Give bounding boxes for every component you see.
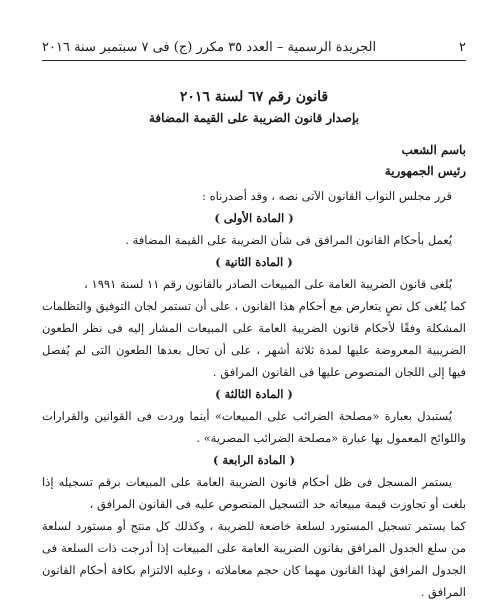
article-2-paragraph-2: كما يُلغى كل نصٍ يتعارض مع أحكام هذا القانون ، على أن تستمر لجان التوفيق والتظلمات المشكلة وفقًا لأحكام قانون الضريبة العامة على المبيعات المشار إليه فى نظر الطعون الضريبية المعروضة عليها لمدة ثلاثة أشهر ، على أن تحال بعدها الطعون التى لم يُفصل فيها إلى اللجان المنصوص عليها فى القانون المرافق . [42, 299, 466, 379]
article-4-heading: ( المادة الرابعة ) [212, 453, 296, 467]
in-name-of-people: باسم الشعب [401, 143, 466, 157]
article-2-heading: ( المادة الثانية ) [215, 255, 293, 269]
enactment-text: قرر مجلس النواب القانون الآتى نصه ، وقد أصدرناه : [202, 189, 452, 203]
preamble-heading [42, 143, 466, 178]
law-title: قانون رقم ٦٧ لسنة ٢٠١٦ [179, 89, 329, 105]
article-2-paragraph-1: يُلغى قانون الضريبة العامة على المبيعات الصادر بالقانون رقم ١١ لسنة ١٩٩١ ، [84, 277, 452, 291]
article-1-paragraph: يُعمل بأحكام القانون المرافق فى شأن الضريبة على القيمة المضافة . [125, 233, 452, 247]
article-4-paragraph-2: كما يستمر تسجيل المستورد لسلعة خاضعة للضريبة ، وكذلك كل منتج أو مستورد لسلعة من سلع الجدول المرافق بقانون الضريبة العامة على المبيعات إذا أدرجت ذات السلعة فى الجدول المرافق لهذا القانون مهما كان حجم معاملاته ، وعليه الالتزام بكافة أحكام القانون المرافق . [42, 519, 466, 599]
running-title: الجريدة الرسمية – العدد ٣٥ مكرر (ج) فى ٧ سبتمبر سنة ٢٠١٦ [42, 40, 377, 55]
article-1-heading: ( المادة الأولى ) [214, 211, 294, 225]
page-number: ٢ [459, 40, 466, 55]
president-title: رئيس الجمهورية [384, 164, 466, 178]
law-subtitle: بإصدار قانون الضريبة على القيمة المضافة [148, 111, 359, 125]
article-3-paragraph: يُستبدل بعبارة «مصلحة الضرائب على المبيعات» أينما وردت فى القوانين والقرارات واللوائح المعمول بها عبارة «مصلحة الضرائب المصرية» . [42, 409, 466, 445]
article-4-paragraph-1: يستمر المسجل فى ظل أحكام قانون الضريبة العامة على المبيعات برقم تسجيله إذا بلغت أو تجاوزت قيمة مبيعاته حد التسجيل المنصوص عليه فى القانون المرافق ، [42, 475, 466, 511]
article-3-heading: ( المادة الثالثة ) [215, 387, 293, 401]
page-header [42, 40, 466, 61]
